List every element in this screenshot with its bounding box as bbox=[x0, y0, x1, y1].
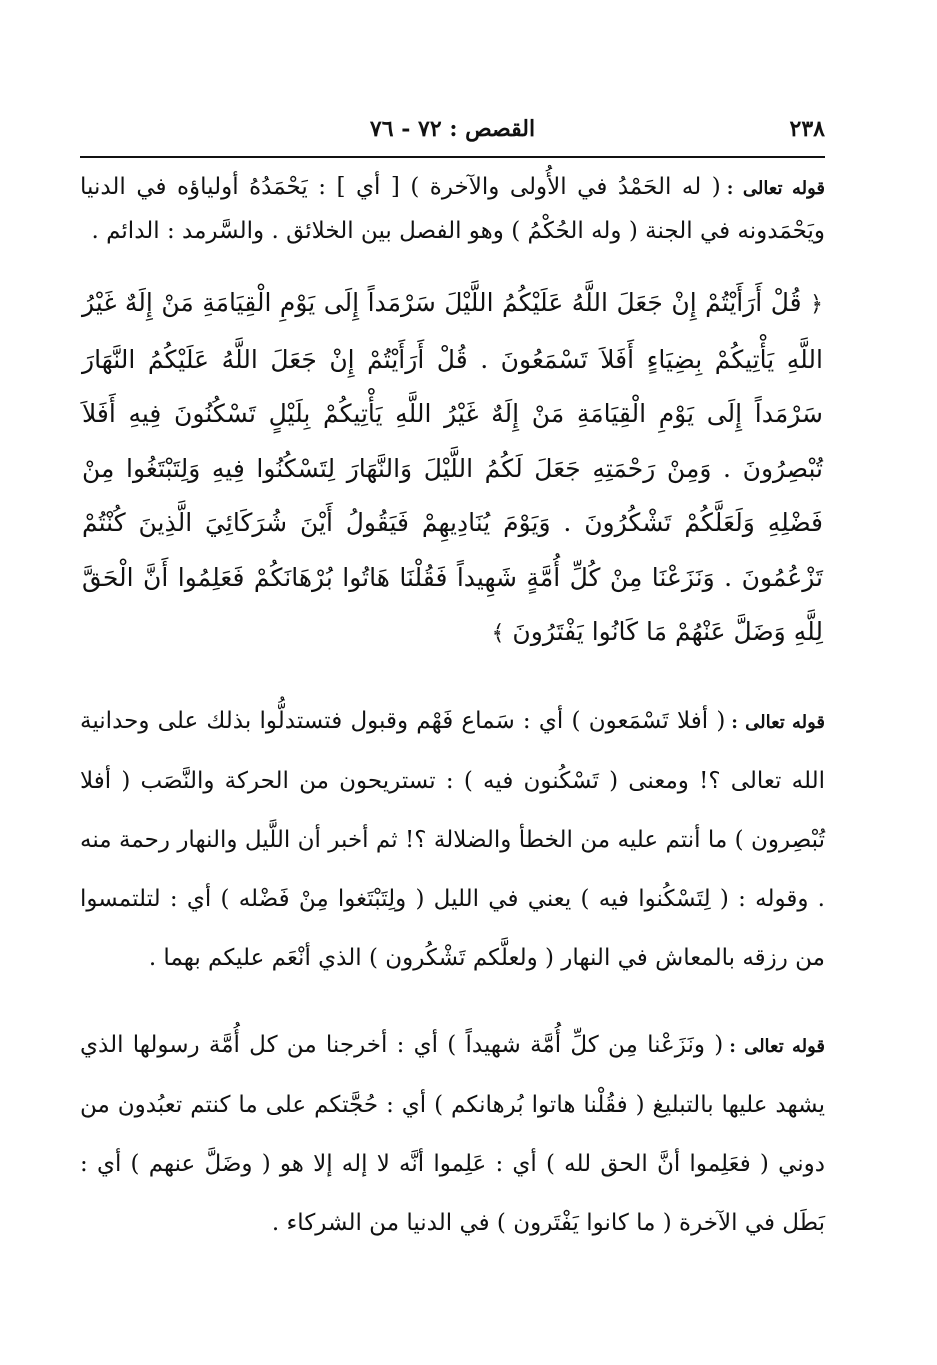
verse-text: قُلْ أَرَأَيْتُمْ إِنْ جَعَلَ اللَّهُ عَلَيْكُمُ اللَّيْلَ سَرْمَداً إِلَى يَوْمِ الْقِيَامَةِ مَنْ إِلَهٌ غَيْرُ اللَّهِ يَأْتِيكُمْ بِضِيَاءٍ أَفَلاَ تَسْمَعُونَ . قُلْ أَرَأَيْتُمْ إِنْ جَعَلَ اللَّهُ عَلَيْكُمُ النَّهَارَ سَرْمَداً إِلَى يَوْمِ الْقِيَامَةِ مَنْ إِلَهٌ غَيْرُ اللَّهِ يَأْتِيكُمْ بِلَيْلٍ تَسْكُنُونَ فِيهِ أَفَلاَ تُبْصِرُونَ . وَمِنْ رَحْمَتِهِ جَعَلَ لَكُمُ اللَّيْلَ وَالنَّهَارَ لِتَسْكُنُوا فِيهِ وَلِتَبْتَغُوا مِنْ فَضْلِهِ وَلَعَلَّكُمْ تَشْكُرُونَ . وَيَوْمَ يُنَادِيهِمْ فَيَقُولُ أَيْنَ شُرَكَائِيَ الَّذِينَ كُنْتُمْ تَزْعُمُونَ . وَنَزَعْنَا مِنْ كُلِّ أُمَّةٍ شَهِيداً فَقُلْنَا هَاتُوا بُرْهَانَكُمْ فَعَلِمُوا أَنَّ الْحَقَّ لِلَّهِ وَضَلَّ عَنْهُمْ مَا كَانُوا يَفْتَرُونَ bbox=[82, 288, 823, 646]
commentary-paragraph-2 bbox=[80, 1016, 825, 1253]
spacer bbox=[80, 252, 825, 266]
verse-open-ornament: ﴿ bbox=[810, 292, 823, 317]
intro-text: ( له الحَمْدُ في الأُولى والآخرة ) [ أي ] : يَحْمَدُهُ أولياؤه في الدنيا ويَحْمَدونه في الجنة ( وله الحُكْمُ ) وهو الفصل بين الخلائق . والسَّرمد : الدائم . bbox=[80, 174, 825, 244]
quran-verse-block bbox=[80, 276, 825, 662]
header-rule bbox=[80, 156, 825, 158]
page-header bbox=[80, 108, 825, 148]
commentary-lead-1: قوله تعالى : bbox=[731, 711, 825, 733]
spacer bbox=[80, 662, 825, 692]
page-body bbox=[80, 166, 825, 1253]
spacer bbox=[80, 988, 825, 1016]
commentary-lead-2: قوله تعالى : bbox=[729, 1035, 825, 1057]
verse-close-ornament: ﴾ bbox=[491, 621, 505, 646]
commentary-text-2: ( ونَزَعْنا مِن كلِّ أُمَّة شهيداً ) أي : أخرجنا من كل أُمَّة رسولها الذي يشهد عليها بالتبليغ ( فقُلْنا هاتوا بُرهانكم ) أي : حُجَّتكم على ما كنتم تعبُدون من دوني ( فعَلِموا أنَّ الحق لله ) أي : عَلِموا أنَّه لا إله إلا هو ( وضَلَّ عنهم ) أي : بَطَل في الآخرة ( ما كانوا يَفْتَرون ) في الدنيا من الشركاء . bbox=[80, 1031, 825, 1236]
surah-title: القصص : ٧٢ - ٧٦ bbox=[369, 116, 536, 142]
intro-paragraph bbox=[80, 166, 825, 252]
intro-lead: قوله تعالى : bbox=[726, 178, 825, 199]
page-number: ٢٣٨ bbox=[789, 116, 825, 142]
commentary-text-1: ( أفلا تَسْمَعون ) أي : سَماع فَهْم وقبول فتستدلُّوا بذلك على وحدانية الله تعالى ؟! ومعنى ( تَسْكُنون فيه ) : تستريحون من الحركة والنَّصَب ( أفلا تُبْصِرون ) ما أنتم عليه من الخطأ والضلالة ؟! ثم أخبر أن اللَّيل والنهار رحمة منه . وقوله : ( لِتَسْكُنوا فيه ) يعني في الليل ( ولِتَبْتَغوا مِنْ فَضْله ) أي : لتلتمسوا من رزقه بالمعاش في النهار ( ولعلَّكم تَشْكُرون ) الذي أنْعَم عليكم بهما . bbox=[80, 707, 825, 971]
commentary-paragraph-1 bbox=[80, 692, 825, 988]
